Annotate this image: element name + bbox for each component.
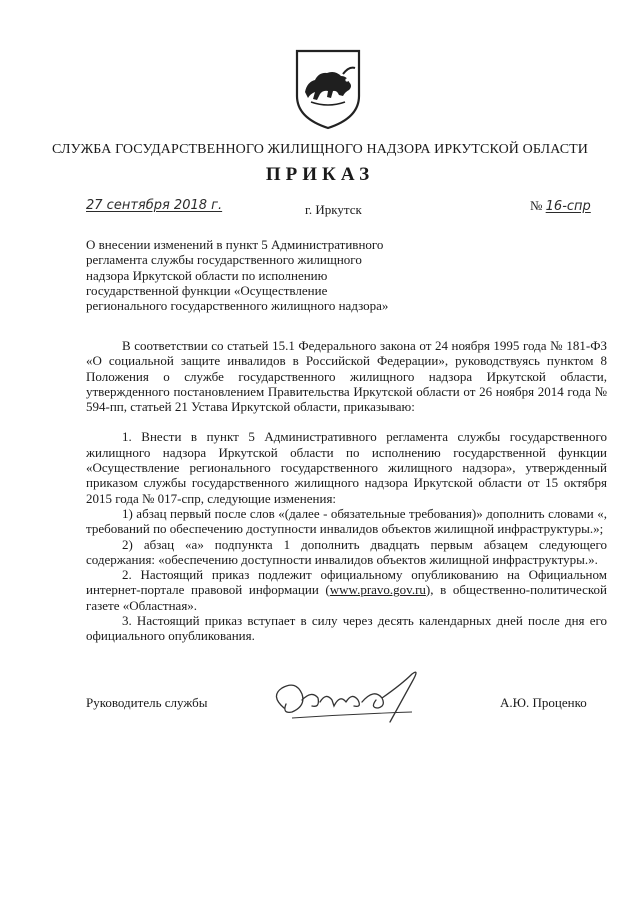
item-2-paragraph — [86, 567, 607, 613]
item-1-paragraph: 1. Внести в пункт 5 Административного регламента службы государственного жилищного надзора Иркутской области по исполнению государственной функции «Осуществление регионального государственного жилищного надзора», утвержденный приказом службы государственного жилищного надзора Иркутской области от 15 октября 2015 года № 017-спр, следующие изменения: — [86, 429, 607, 506]
item-2-text-end: ), в общественно-политической газете «Областная». — [86, 582, 607, 613]
order-city: г. Иркутск — [305, 202, 362, 217]
signatory-name: А.Ю. Проценко — [500, 695, 587, 710]
order-date: 27 сентября 2018 г. — [86, 198, 223, 213]
order-title: ПРИКАЗ — [265, 164, 375, 185]
signatory-role: Руководитель службы — [86, 695, 208, 710]
item-1-1-paragraph: 1) абзац первый после слов «(далее - обязательные требования)» дополнить словами «, требований по обеспечению доступности инвалидов объектов жилищной инфраструктуры.»; — [86, 505, 607, 537]
item-1-2-paragraph: 2) абзац «а» подпункта 1 дополнить двадцать первым абзацем следующего содержания: «обеспечению доступности инвалидов объектов жилищной инфраструктуры.». — [86, 536, 607, 567]
signature-icon — [262, 668, 432, 730]
order-body — [86, 338, 607, 644]
agency-name: СЛУЖБА ГОСУДАРСТВЕННОГО ЖИЛИЩНОГО НАДЗОРА ИРКУТСКОЙ ОБЛАСТИ — [51, 142, 589, 157]
coat-of-arms-icon — [293, 48, 363, 130]
preamble-paragraph: В соответствии со статьей 15.1 Федерального закона от 24 ноября 1995 года № 181-ФЗ «О социальной защите инвалидов в Российской Федерации», руководствуясь пунктом 8 Положения о службе государственного жилищного надзора Иркутской области, утвержденного постановлением Правительства Иркутской области от 26 ноября 2014 года № 594-пп, статьей 21 Устава Иркутской области, приказываю: — [86, 338, 607, 415]
subject-line: государственной функции «Осуществление — [86, 282, 328, 298]
subject-line: регионального государственного жилищного надзора» — [86, 298, 389, 314]
order-number — [530, 198, 591, 214]
subject-line: надзора Иркутской области по исполнению — [86, 267, 328, 283]
item-3-paragraph: 3. Настоящий приказ вступает в силу через десять календарных дней после дня его официального опубликования. — [86, 613, 607, 644]
item-2-text-start: 2. Настоящий приказ подлежит официальному опубликованию на Официальном интернет-портале правовой информации ( — [86, 567, 607, 598]
order-subject — [86, 237, 416, 313]
subject-line: О внесении изменений в пункт 5 Административного — [86, 237, 384, 252]
pravo-link[interactable]: www.pravo.gov.ru — [329, 582, 426, 598]
subject-line: регламента службы государственного жилищного — [86, 252, 362, 268]
number-sign: № — [530, 198, 543, 213]
number-value: 16-спр — [545, 199, 591, 214]
